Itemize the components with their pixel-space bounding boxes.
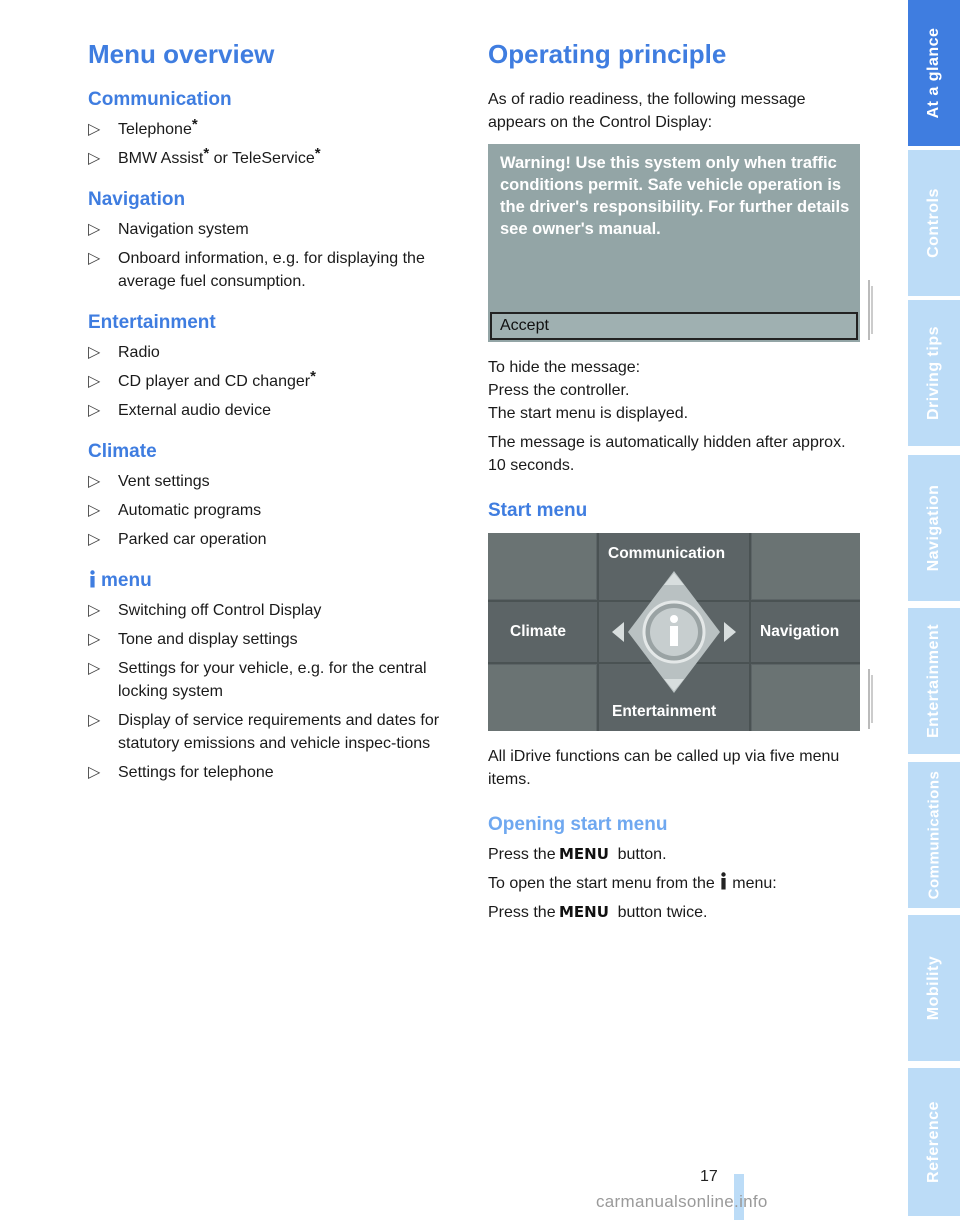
start-menu-entertainment: Entertainment <box>612 703 717 720</box>
list-item: ▷ Onboard information, e.g. for displaying the average fuel consumption. <box>88 247 460 293</box>
bullet-arrow-icon: ▷ <box>88 373 101 390</box>
opening-start-menu-heading: Opening start menu <box>488 814 668 835</box>
tab-mobility[interactable]: Mobility <box>908 915 960 1065</box>
list-item: ▷ External audio device <box>88 399 460 422</box>
section-navigation <box>88 188 460 293</box>
start-menu-communication: Communication <box>608 545 726 562</box>
tab-navigation[interactable]: Navigation <box>908 455 960 605</box>
tab-entertainment[interactable]: Entertainment <box>908 608 960 758</box>
figure-code-mark-icon <box>864 669 876 729</box>
chapter-tabs <box>908 0 960 1220</box>
option-star: * <box>310 368 316 385</box>
bullet-arrow-icon: ▷ <box>88 221 101 238</box>
menu-button-icon <box>559 845 615 861</box>
info-i-icon <box>88 570 97 588</box>
list-item: ▷ Telephone* <box>88 118 460 141</box>
list-item: ▷ Navigation system <box>88 218 460 241</box>
svg-text:MENU: MENU <box>558 845 609 861</box>
bullet-arrow-icon: ▷ <box>88 150 101 167</box>
page-number: 17 <box>700 1168 718 1185</box>
bullet-arrow-icon: ▷ <box>88 250 101 267</box>
hide-line-3: The start menu is displayed. <box>488 405 689 422</box>
menu-overview-title: Menu overview <box>88 39 275 69</box>
tab-at-a-glance[interactable]: At a glance <box>908 0 960 150</box>
section-heading: Climate <box>88 441 157 462</box>
tab-reference[interactable]: Reference <box>908 1068 960 1220</box>
start-menu-figure <box>488 533 860 731</box>
figure-code-mark-icon <box>864 280 876 340</box>
bullet-arrow-icon: ▷ <box>88 764 101 781</box>
list-item: ▷ Switching off Control Display <box>88 599 460 622</box>
section-info-menu <box>88 569 460 784</box>
hide-line-1: To hide the message: <box>488 359 641 376</box>
svg-text:MENU: MENU <box>558 903 609 919</box>
press-menu-line: Press the MENU button. <box>488 845 667 863</box>
list-item: ▷ Settings for telephone <box>88 761 460 784</box>
start-menu-heading: Start menu <box>488 500 588 521</box>
tab-controls[interactable]: Controls <box>908 150 960 300</box>
section-heading: menu <box>88 569 460 593</box>
hide-line-2: Press the controller. <box>488 382 630 399</box>
start-menu-navigation: Navigation <box>760 623 840 640</box>
warning-text: Warning! Use this system only when traffic conditions permit. Safe vehicle operation is the driver's responsibility. For further details see owner's manual. <box>500 154 850 238</box>
bullet-arrow-icon: ▷ <box>88 631 101 648</box>
list-item: ▷ CD player and CD changer* <box>88 370 460 393</box>
bullet-arrow-icon: ▷ <box>88 344 101 361</box>
accept-button: Accept <box>490 312 858 340</box>
bullet-arrow-icon: ▷ <box>88 531 101 548</box>
list-item: ▷ Automatic programs <box>88 499 460 522</box>
start-menu-screen <box>488 533 860 731</box>
open-from-info-line: To open the start menu from the menu: <box>488 872 864 895</box>
section-heading: Communication <box>88 89 232 110</box>
menu-button-icon <box>559 903 615 919</box>
option-star: * <box>191 116 198 133</box>
start-menu-climate: Climate <box>510 623 566 640</box>
section-communication <box>88 88 460 170</box>
bullet-arrow-icon: ▷ <box>88 502 101 519</box>
option-star: * <box>203 145 210 162</box>
section-climate <box>88 440 460 551</box>
tab-communications[interactable]: Communications <box>908 762 960 912</box>
list-item: ▷ Display of service requirements and dates for statutory emissions and vehicle inspec-tions <box>88 709 460 755</box>
tab-driving-tips[interactable]: Driving tips <box>908 300 960 450</box>
bullet-arrow-icon: ▷ <box>88 473 101 490</box>
intro-text: As of radio readiness, the following message appears on the Control Display: <box>488 91 806 131</box>
operating-principle-title: Operating principle <box>488 39 727 69</box>
warning-screen-figure <box>488 144 860 342</box>
list-item: ▷ Radio <box>88 341 460 364</box>
list-item: ▷ Settings for your vehicle, e.g. for the central locking system <box>88 657 460 703</box>
bullet-arrow-icon: ▷ <box>88 121 101 138</box>
list-item: ▷ Parked car operation <box>88 528 460 551</box>
option-star: * <box>314 145 321 162</box>
bullet-arrow-icon: ▷ <box>88 712 101 729</box>
auto-hide-text: The message is automatically hidden after approx. 10 seconds. <box>488 434 846 474</box>
press-twice-line: Press the MENU button twice. <box>488 903 708 921</box>
left-column <box>88 38 460 802</box>
bullet-arrow-icon: ▷ <box>88 402 101 419</box>
watermark: carmanualsonline.info <box>596 1192 768 1211</box>
bullet-arrow-icon: ▷ <box>88 660 101 677</box>
right-column <box>488 38 864 930</box>
section-entertainment <box>88 311 460 422</box>
functions-text: All iDrive functions can be called up via five menu items. <box>488 748 840 788</box>
section-heading: Entertainment <box>88 312 216 333</box>
bullet-arrow-icon: ▷ <box>88 602 101 619</box>
info-i-icon <box>719 872 728 890</box>
list-item: ▷ BMW Assist* or TeleService* <box>88 147 460 170</box>
list-item: ▷ Vent settings <box>88 470 460 493</box>
list-item: ▷ Tone and display settings <box>88 628 460 651</box>
warning-screen <box>488 144 860 342</box>
section-heading: Navigation <box>88 189 186 210</box>
